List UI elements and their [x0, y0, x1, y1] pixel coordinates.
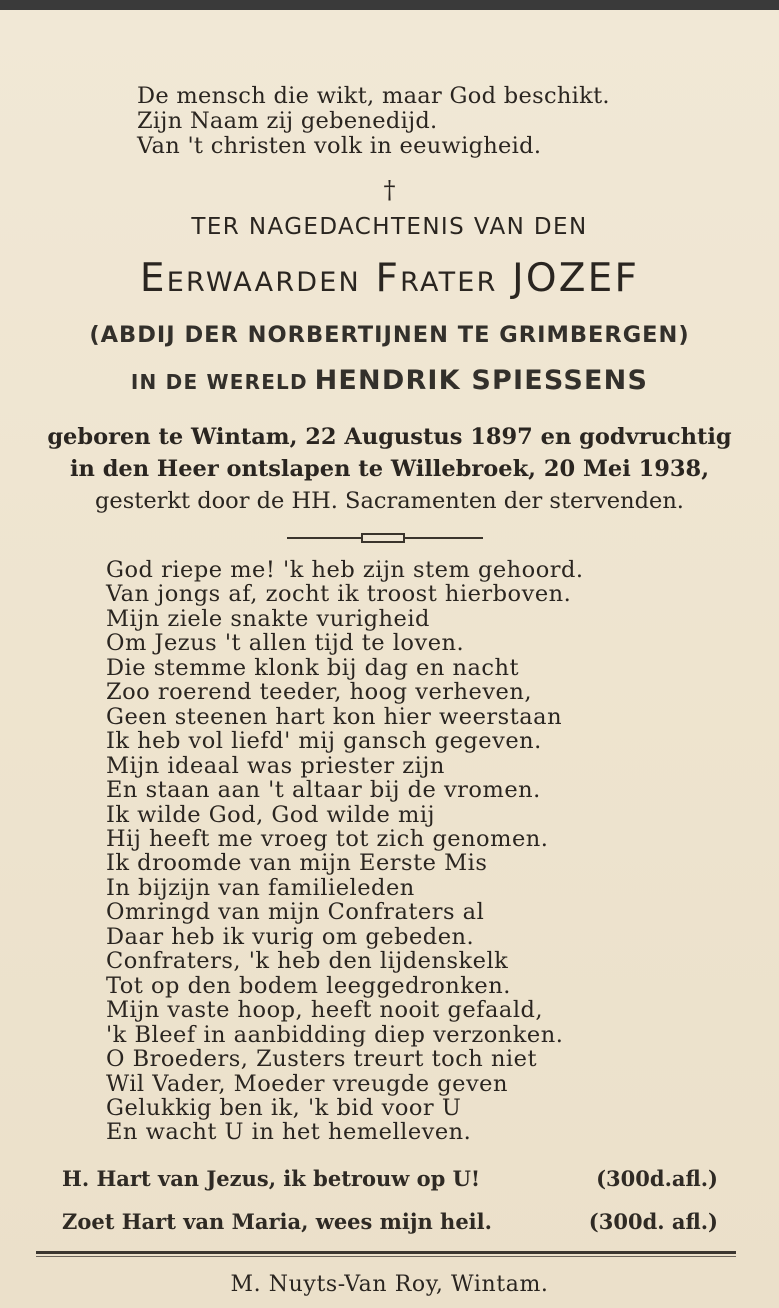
poem-line: O Broeders, Zusters treurt toch niet	[106, 1046, 537, 1073]
poem-line: Gelukkig ben ik, 'k bid voor U	[106, 1094, 462, 1121]
prayer-text: Zoet Hart van Maria, wees mijn heil.	[62, 1209, 492, 1234]
poem	[106, 558, 584, 1145]
poem-line: Die stemme klonk bij dag en nacht	[106, 654, 519, 681]
indulgence-note: (300d.afl.)	[596, 1166, 718, 1191]
motto-line: Zijn Naam zij gebenedijd.	[137, 108, 438, 134]
memorial-heading: TER NAGEDACHTENIS VAN DEN	[191, 214, 588, 240]
poem-line: Mijn vaste hoop, heeft nooit gefaald,	[106, 997, 544, 1024]
poem-line: Ik heb vol liefd' mij gansch gegeven.	[106, 728, 542, 755]
bio-line: in den Heer ontslapen te Willebroek, 20 Mei 1938,	[69, 456, 710, 482]
divider-ornament-icon	[361, 533, 405, 543]
poem-line: Ik wilde God, God wilde mij	[106, 801, 436, 828]
poem-line: Mijn ziele snakte vurigheid	[106, 605, 430, 632]
poem-line: En wacht U in het hemelleven.	[106, 1119, 472, 1146]
motto-line: De mensch die wikt, maar God beschikt.	[137, 83, 610, 109]
poem-line: Ik droomde van mijn Eerste Mis	[106, 850, 488, 877]
biography	[0, 421, 779, 517]
poem-line: Van jongs af, zocht ik troost hierboven.	[106, 581, 572, 608]
poem-line: Confraters, 'k heb den lijdenskelk	[106, 948, 509, 975]
footer-rule-thin	[36, 1256, 736, 1257]
printer-credit: M. Nuyts-Van Roy, Wintam.	[230, 1272, 549, 1297]
top-border	[0, 0, 779, 10]
indulgence-note: (300d. afl.)	[588, 1209, 718, 1234]
prayer-mary	[62, 1209, 722, 1234]
poem-line: Tot op den bodem leeggedronken.	[106, 972, 511, 999]
poem-line: 'k Bleef in aanbidding diep verzonken.	[106, 1021, 564, 1048]
poem-line: Mijn ideaal was priester zijn	[106, 752, 445, 779]
deceased-name	[0, 256, 779, 301]
bio-line: geboren te Wintam, 22 Augustus 1897 en godvruchtig	[47, 424, 732, 450]
prayer-text: H. Hart van Jezus, ik betrouw op U!	[62, 1166, 481, 1191]
poem-line: Om Jezus 't allen tijd te loven.	[106, 630, 465, 657]
deceased-name-text: Eerwaarden Frater JOZEF	[139, 256, 640, 301]
poem-line: Daar heb ik vurig om gebeden.	[106, 923, 475, 950]
poem-line: Zoo roerend teeder, hoog verheven,	[106, 679, 532, 706]
secular-name-line	[0, 365, 779, 396]
bio-line: gesterkt door de HH. Sacramenten der stervenden.	[95, 488, 684, 514]
footer-rule	[36, 1251, 736, 1254]
poem-line: Omringd van mijn Confraters al	[106, 899, 485, 926]
poem-line: En staan aan 't altaar bij de vromen.	[106, 777, 541, 804]
poem-line: God riepe me! 'k heb zijn stem gehoord.	[106, 557, 584, 583]
secular-name-prefix: IN DE WERELD	[130, 370, 308, 394]
poem-line: Wil Vader, Moeder vreugde geven	[106, 1070, 508, 1097]
motto-line: Van 't christen volk in eeuwigheid.	[137, 133, 542, 159]
prayer-sacred-heart	[62, 1166, 722, 1191]
opening-motto	[137, 84, 610, 159]
poem-line: Geen steenen hart kon hier weerstaan	[106, 703, 563, 730]
poem-line: In bijzijn van familieleden	[106, 874, 415, 901]
secular-name: HENDRIK SPIESSENS	[314, 365, 649, 396]
abbey-line: (ABDIJ DER NORBERTIJNEN TE GRIMBERGEN)	[89, 322, 690, 348]
poem-line: Hij heeft me vroeg tot zich genomen.	[106, 825, 549, 852]
cross-icon: †	[383, 176, 396, 204]
